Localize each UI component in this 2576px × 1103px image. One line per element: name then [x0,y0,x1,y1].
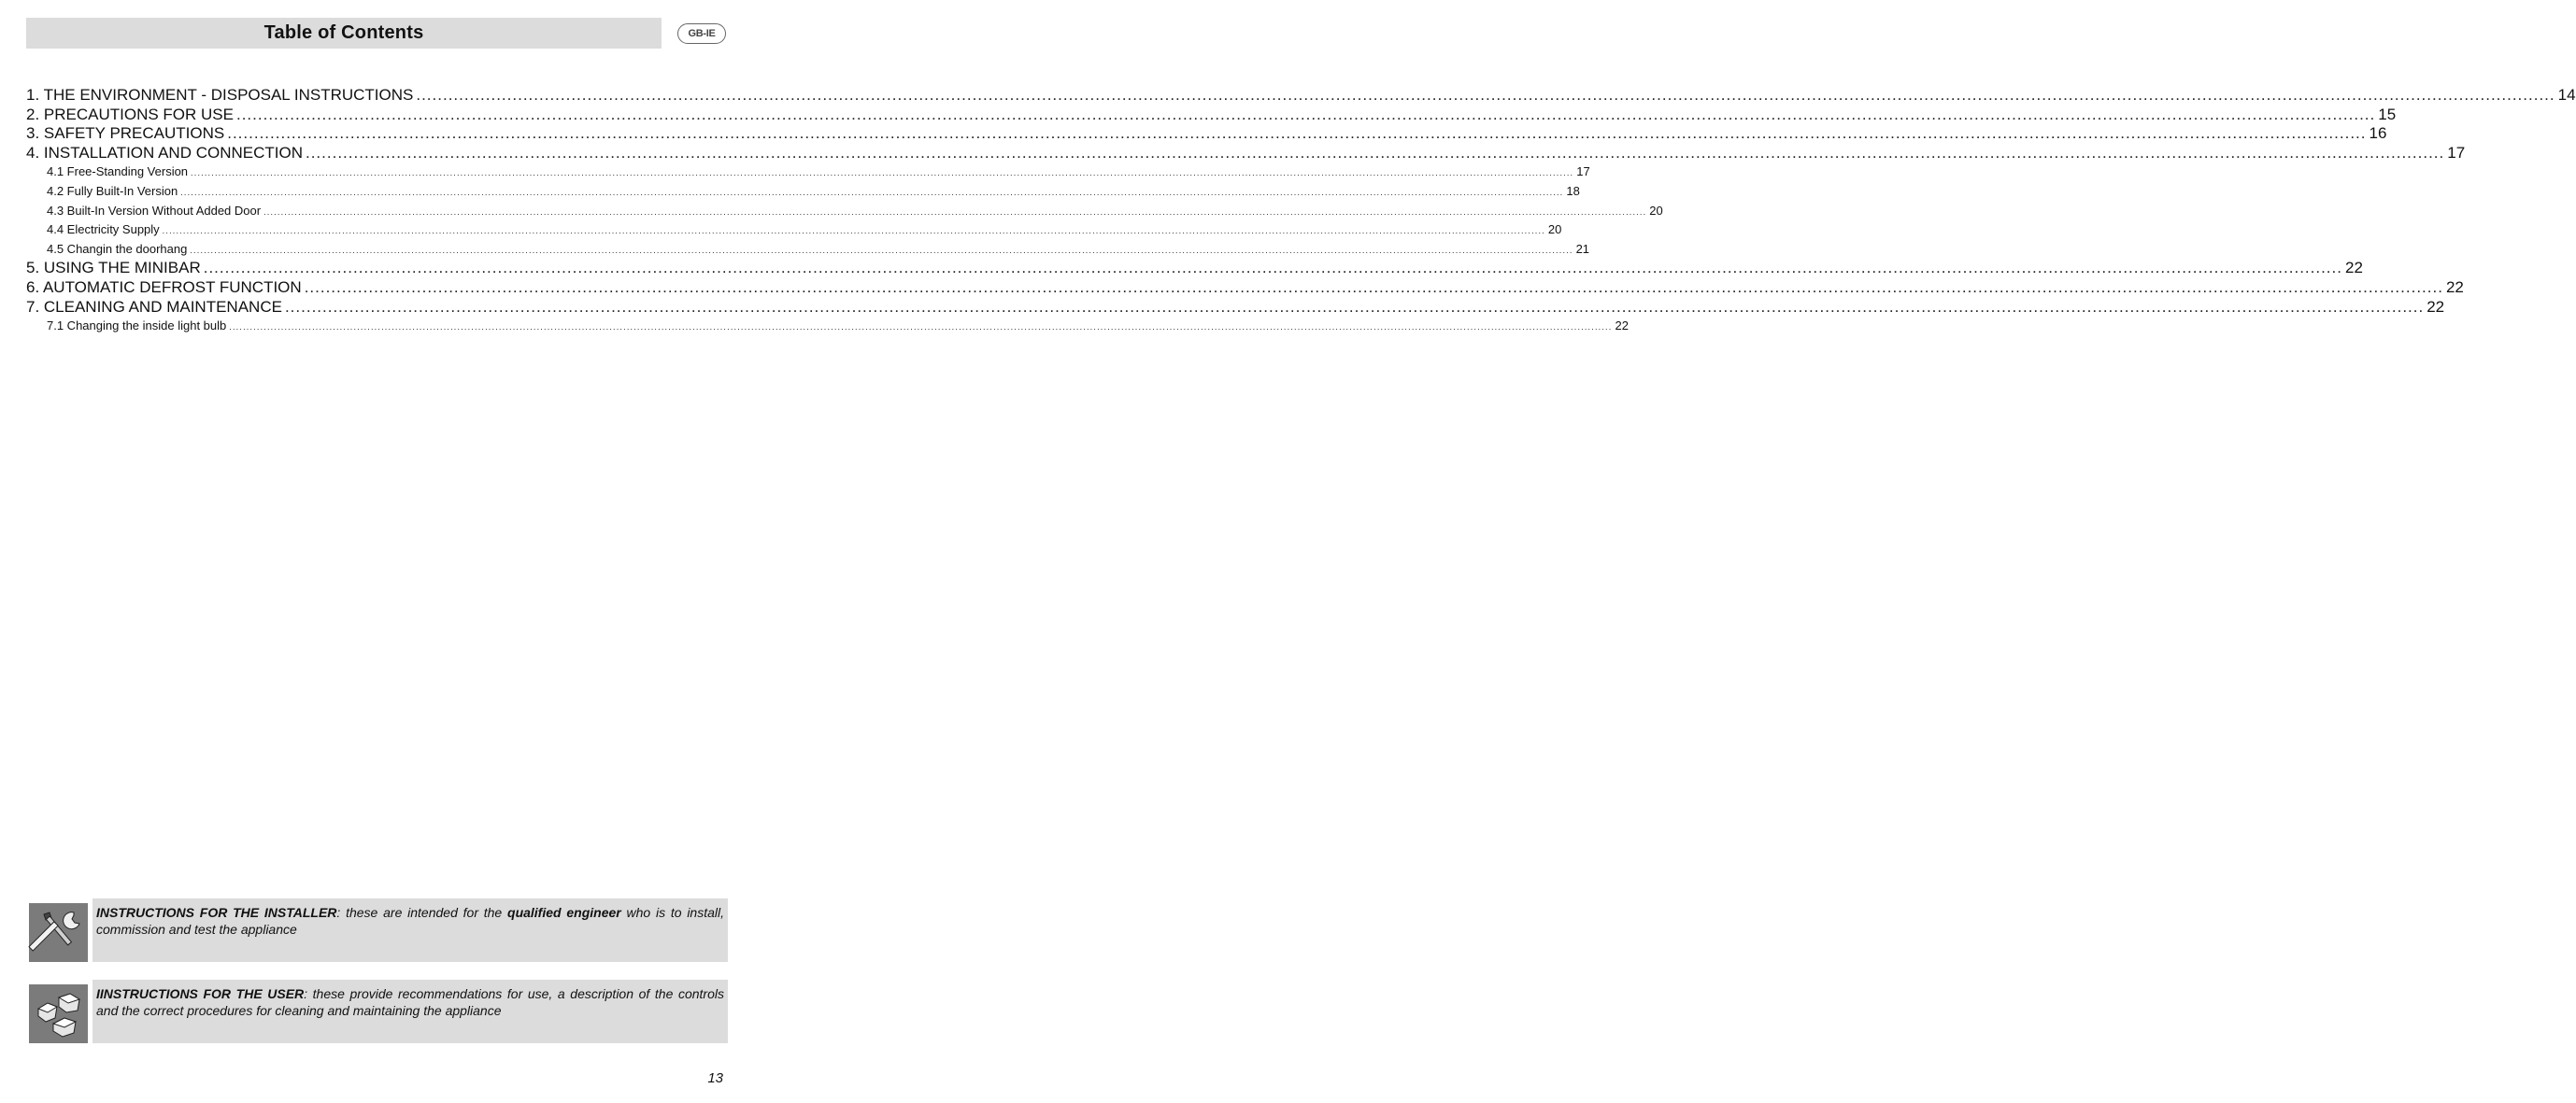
toc-leader-dots: ................................................................................................................................................................................................................................................................................................................................................................................................................ [227,124,2367,143]
toc-entry-page: 18 [1566,183,1580,198]
toc-leader-dots: ................................................................................................................................................................................................................................................................................................................................................................................................................ [305,143,2445,162]
toc-entry-label: 4.4 Electricity Supply [47,222,160,237]
toc-entry [26,143,2466,163]
toc-entry-page: 17 [1576,164,1590,179]
installer-note-emphasis: qualified engineer [507,905,621,920]
toc-leader-dots: ................................................................................................................................................................................................................................................................................................................................................................................................................ [191,168,1574,178]
toc-leader-dots: ................................................................................................................................................................................................................................................................................................................................................................................................................ [229,322,1613,332]
toc-entry-label: 7. CLEANING AND MAINTENANCE [26,297,282,316]
toc-entry-page: 22 [2445,277,2464,296]
toc-entry-label: 2. PRECAUTIONS FOR USE [26,105,234,123]
user-icon-box [29,984,88,1043]
installer-note-heading: INSTRUCTIONS FOR THE INSTALLER [96,905,337,920]
toc-entry-label: 3. SAFETY PRECAUTIONS [26,124,225,143]
toc-leader-dots: ................................................................................................................................................................................................................................................................................................................................................................................................................ [190,245,1573,255]
toc-entry [26,86,2576,106]
toc-entry-label: 4.2 Fully Built-In Version [47,183,178,198]
table-of-contents [26,86,2576,336]
installer-note-text-2: who is to install, commission and test the appliance [96,905,725,937]
toc-entry-page: 20 [1649,203,1663,218]
toc-entry [26,124,2387,144]
toc-leader-dots: ................................................................................................................................................................................................................................................................................................................................................................................................................ [203,259,2342,277]
toc-leader-dots: ................................................................................................................................................................................................................................................................................................................................................................................................................ [416,86,2555,104]
toc-entry-page: 15 [2378,105,2397,123]
user-note-text-1: : these provide recommendations for use, a description of the controls and the correct procedures for cleaning and maintaining the appliance [96,986,724,1018]
toc-entry-page: 17 [2447,143,2466,162]
toc-leader-dots: ................................................................................................................................................................................................................................................................................................................................................................................................................ [162,226,1545,236]
toc-entry [26,259,2363,278]
toc-leader-dots: ................................................................................................................................................................................................................................................................................................................................................................................................................ [263,206,1647,217]
toc-entry [26,317,1629,336]
ice-cubes-icon [33,988,85,1040]
toc-entry-label: 5. USING THE MINIBAR [26,259,201,277]
user-note-heading: IINSTRUCTIONS FOR THE USER [96,986,305,1001]
toc-entry-label: 7.1 Changing the inside light bulb [47,318,227,333]
toc-entry [26,277,2464,298]
toc-entry [26,297,2445,318]
toc-entry [26,220,1562,240]
toc-entry-page: 22 [2344,259,2363,277]
toc-entry-label: 4.1 Free-Standing Version [47,164,189,179]
toc-entry [26,202,1663,221]
user-note [93,980,728,1043]
tools-icon [33,907,85,959]
toc-entry-label: 4.3 Built-In Version Without Added Door [47,203,262,218]
toc-entry-page: 20 [1547,222,1562,237]
page-number: 13 [707,1070,723,1086]
toc-leader-dots: ................................................................................................................................................................................................................................................................................................................................................................................................................ [235,105,2376,123]
toc-entry [26,240,1590,260]
toc-entry-page: 21 [1575,241,1590,256]
toc-leader-dots: ................................................................................................................................................................................................................................................................................................................................................................................................................ [284,297,2425,316]
toc-entry-label: 4.5 Changin the doorhang [47,241,188,256]
toc-entry-label: 1. THE ENVIRONMENT - DISPOSAL INSTRUCTIONS [26,86,414,104]
toc-entry-label: 4. INSTALLATION AND CONNECTION [26,143,303,162]
toc-entry-page: 22 [1615,318,1629,333]
toc-entry [26,163,1590,182]
toc-leader-dots: ................................................................................................................................................................................................................................................................................................................................................................................................................ [180,187,1564,197]
toc-entry-page: 14 [2557,86,2576,104]
installer-icon-box [29,903,88,962]
toc-entry-label: 6. AUTOMATIC DEFROST FUNCTION [26,277,302,296]
toc-entry-page: 16 [2369,124,2387,143]
language-badge: GB-IE [677,23,726,44]
installer-note [93,898,728,962]
toc-entry [26,105,2397,125]
toc-entry [26,182,1580,202]
page-title: Table of Contents [263,22,424,43]
title-bar [26,18,662,49]
toc-leader-dots: ................................................................................................................................................................................................................................................................................................................................................................................................................ [304,277,2443,296]
toc-entry-page: 22 [2427,297,2445,316]
installer-note-text-1: : these are intended for the [336,905,508,920]
